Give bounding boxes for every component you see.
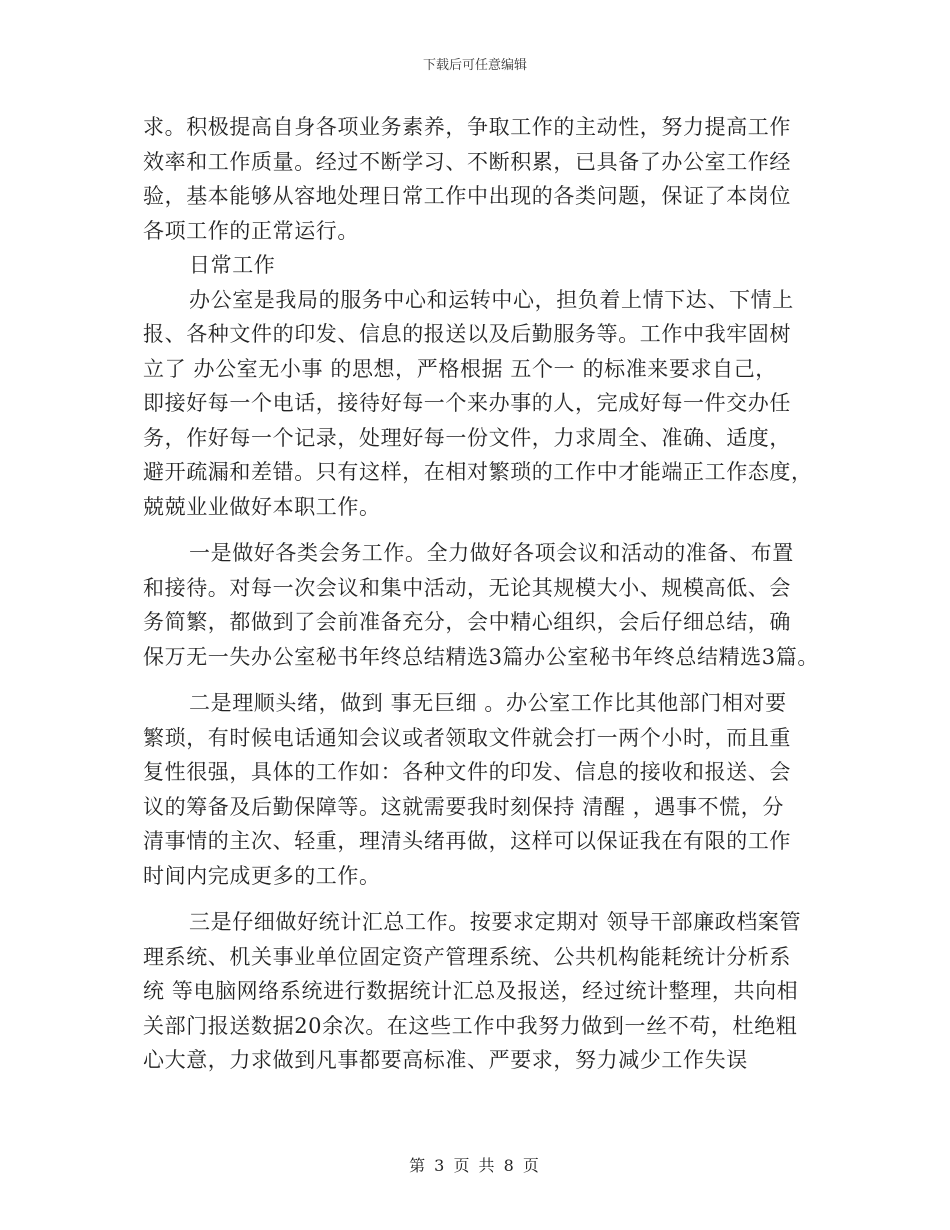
heading-daily-work: 日常工作 [189, 253, 276, 277]
text-line: 清事情的主次、轻重，理清头绪再做，这样可以保证我在有限的工作 [143, 829, 791, 853]
text-line: 繁琐，有时候电话通知会议或者领取文件就会打一两个小时，而且重 [143, 725, 791, 750]
text-line: 统 等电脑网络系统进行数据统计汇总及报送，经过统计整理，共向相 [143, 979, 799, 1003]
text-line: 务简繁，都做到了会前准备充分，会中精心组织，会后仔细总结，确 [143, 610, 791, 634]
text-line: 议的筹备及后勤保障等。这就需要我时刻保持 清醒 ，遇事不慌，分 [143, 794, 784, 819]
paragraph-3 [143, 536, 843, 674]
text-line: 心大意，力求做到凡事都要高标准、严要求，努力减少工作失误 [143, 1048, 748, 1072]
text-line: 立了 办公室无小事 的思想，严格根据 五个一 的标准来要求自己， [143, 356, 777, 381]
text-line: 关部门报送数据20余次。在这些工作中我努力做到一丝不苟，杜绝粗 [143, 1013, 798, 1038]
section-heading [143, 248, 843, 283]
text-line: 一是做好各类会务工作。全力做好各项会议和活动的准备、布置 [189, 541, 794, 565]
paragraph-1 [143, 110, 843, 248]
paragraph-2 [143, 283, 843, 525]
paragraph-4 [143, 686, 843, 893]
page-footer: 第 3 页 共 8 页 [409, 1156, 541, 1175]
text-line: 三是仔细做好统计汇总工作。按要求定期对 领导干部廉政档案管 [189, 910, 802, 934]
text-line: 避开疏漏和差错。只有这样，在相对繁琐的工作中才能端正工作态度， [143, 460, 813, 484]
text-line: 办公室是我局的服务中心和运转中心，担负着上情下达、下情上 [189, 287, 794, 312]
text-line: 时间内完成更多的工作。 [143, 863, 381, 888]
text-line: 验，基本能够从容地处理日常工作中出现的各类问题，保证了本岗位 [143, 184, 791, 208]
text-line: 复性很强，具体的工作如：各种文件的印发、信息的接收和报送、会 [143, 760, 791, 784]
text-line: 效率和工作质量。经过不断学习、不断积累，已具备了办公室工作经 [143, 149, 791, 174]
text-line: 和接待。对每一次会议和集中活动，无论其规模大小、规模高低、会 [143, 575, 791, 600]
page-header: 下载后可任意编辑 [422, 58, 527, 73]
text-line: 兢兢业业做好本职工作。 [143, 494, 381, 519]
text-line: 各项工作的正常运行。 [143, 218, 359, 243]
paragraph-5 [143, 905, 843, 1078]
text-line: 求。积极提高自身各项业务素养，争取工作的主动性，努力提高工作 [143, 115, 791, 139]
document-body [143, 110, 843, 1078]
text-line: 即接好每一个电话，接待好每一个来办事的人，完成好每一件交办任 [143, 391, 791, 415]
text-line: 报、各种文件的印发、信息的报送以及后勤服务等。工作中我牢固树 [143, 322, 791, 346]
text-line: 二是理顺头绪，做到 事无巨细 。办公室工作比其他部门相对要 [189, 691, 787, 715]
text-line: 务，作好每一个记录，处理好每一份文件，力求周全、准确、适度， [143, 425, 791, 450]
text-line: 保万无一失办公室秘书年终总结精选3篇办公室秘书年终总结精选3篇。 [143, 644, 819, 669]
text-line: 理系统、机关事业单位固定资产管理系统、公共机构能耗统计分析系 [143, 944, 791, 969]
